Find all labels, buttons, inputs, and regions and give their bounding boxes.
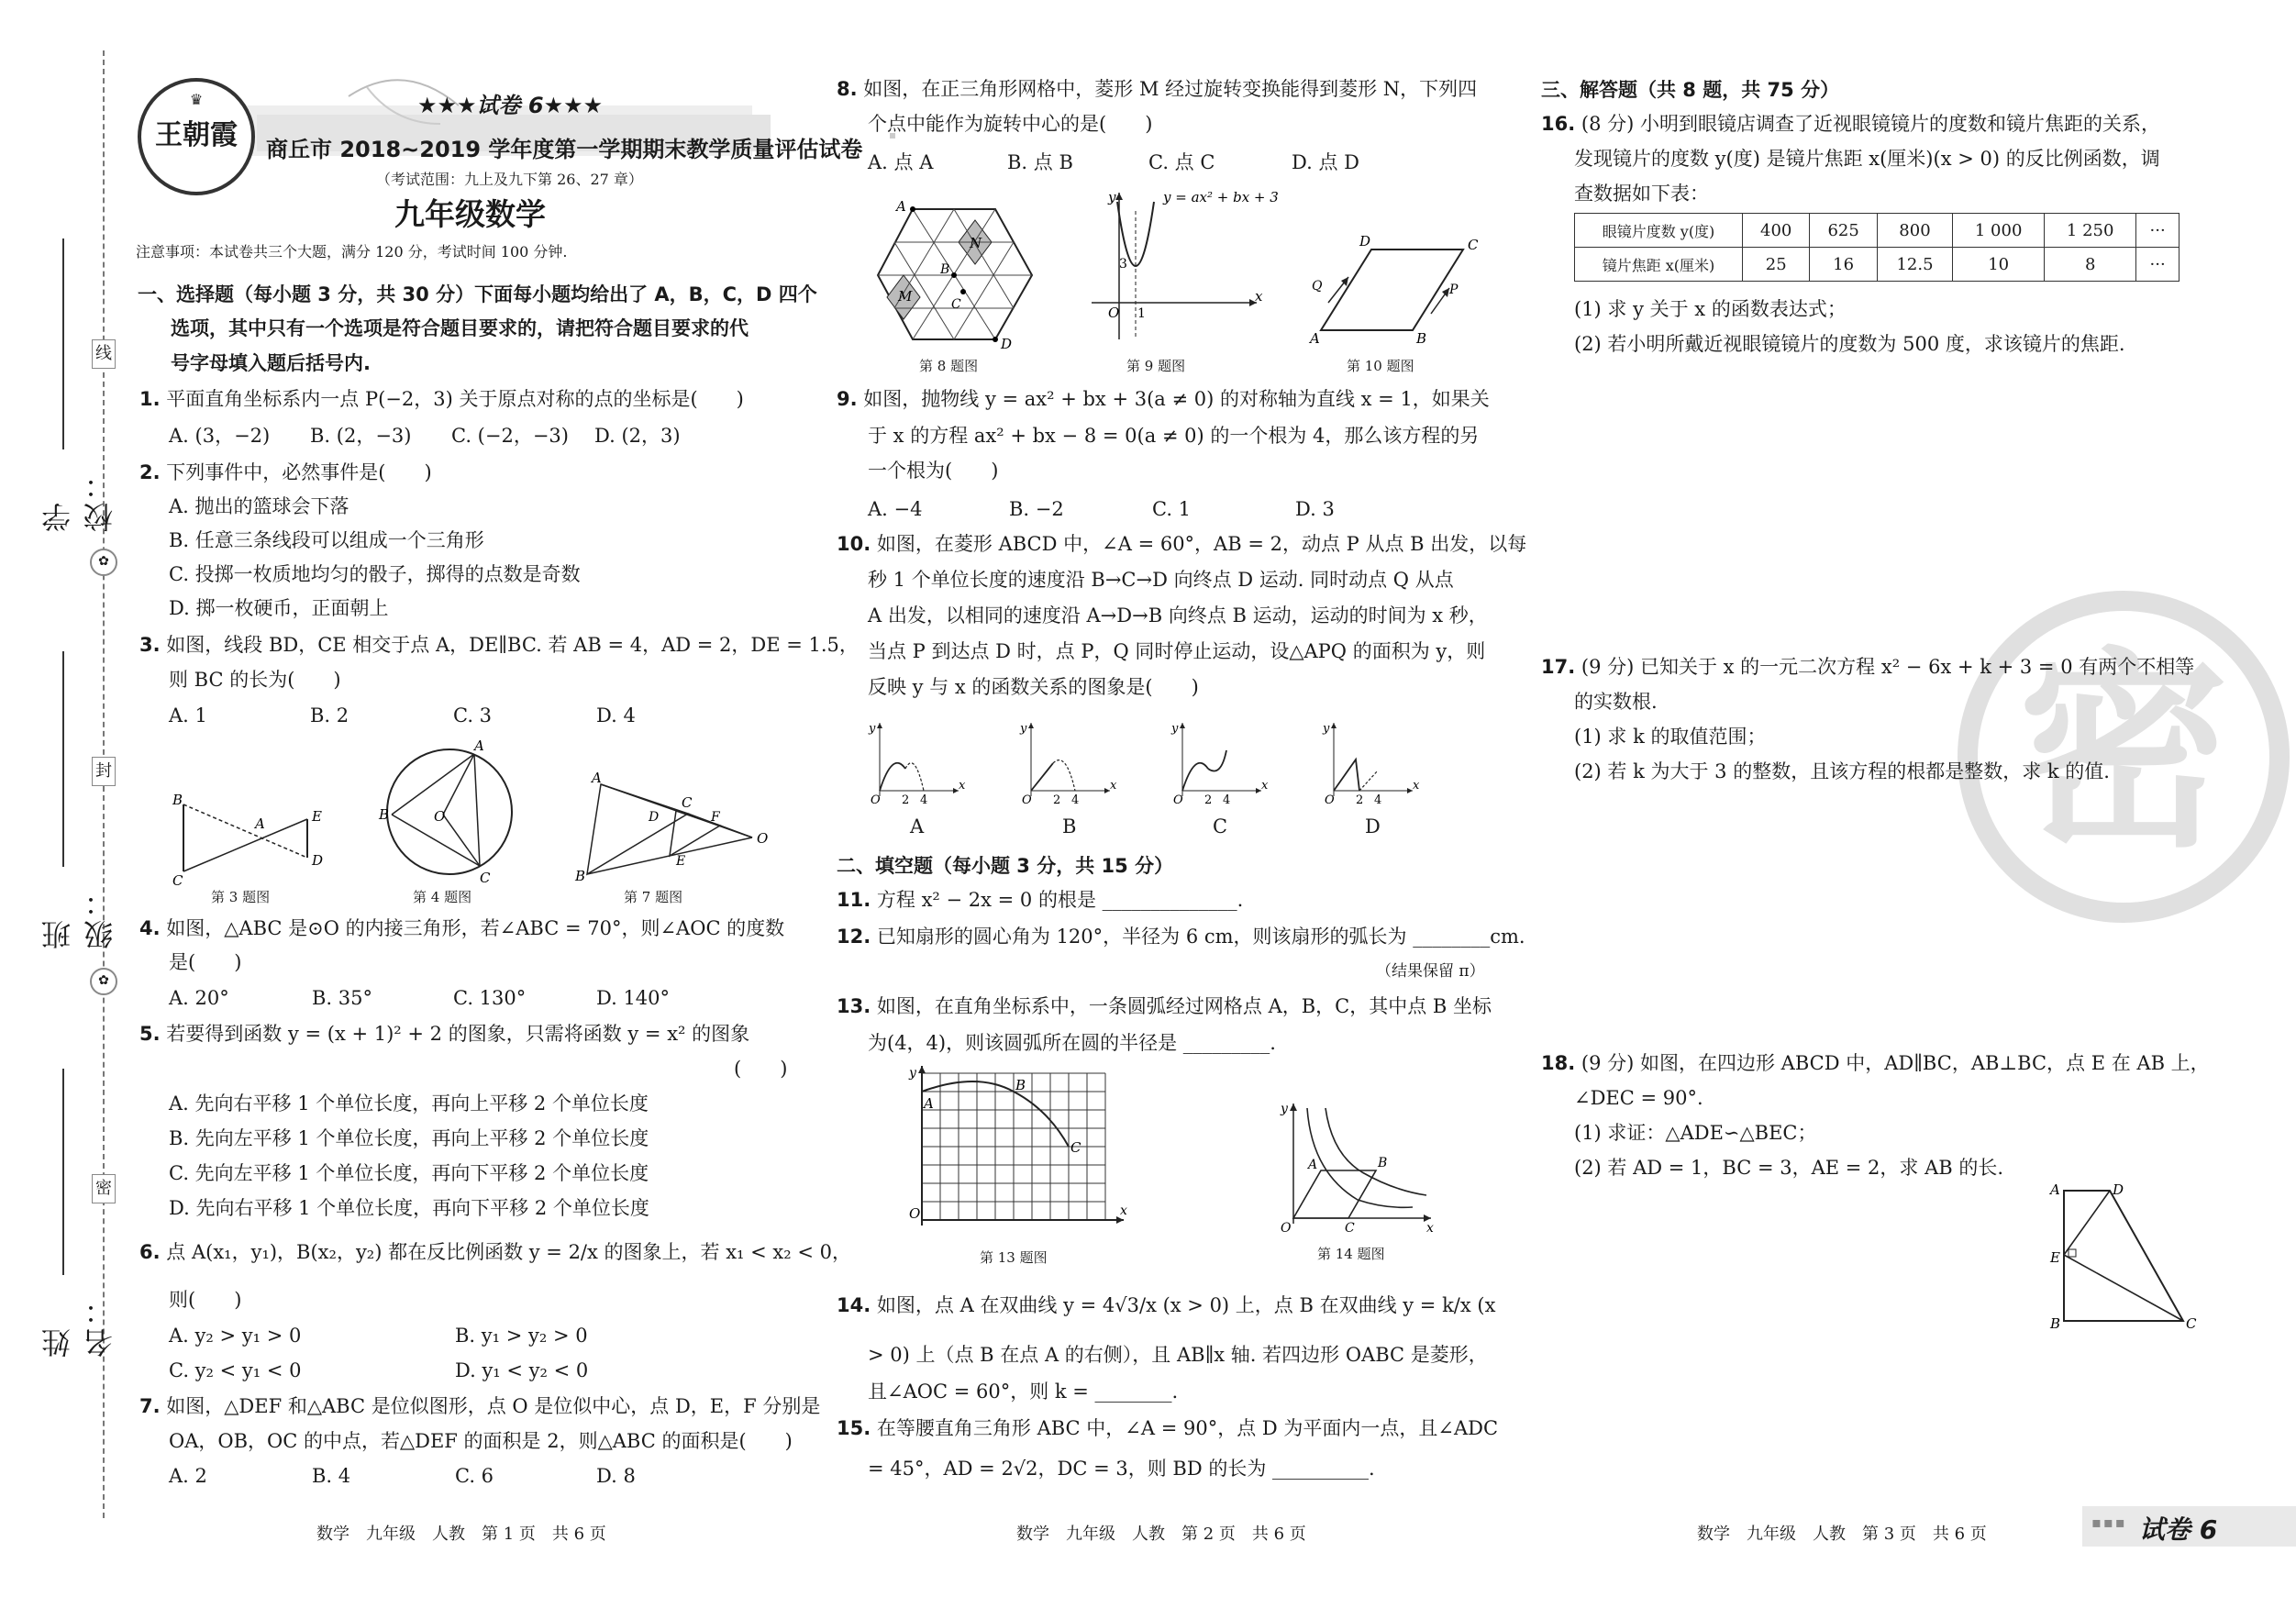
svg-text:O: O: [434, 808, 446, 825]
svg-text:2: 2: [1053, 793, 1061, 807]
svg-text:A: A: [474, 738, 484, 754]
svg-text:A: A: [1308, 1158, 1318, 1172]
watermark-char: 密: [2017, 628, 2230, 876]
fig9-equation: y = ax² + bx + 3: [1163, 189, 1279, 205]
q10-graph-d[interactable]: [1321, 714, 1422, 805]
figure-q4: [372, 734, 527, 890]
svg-text:E: E: [2050, 1249, 2060, 1266]
question-number: 14.: [837, 1294, 871, 1316]
question-number: 6.: [139, 1241, 161, 1263]
table-cell: ···: [2136, 248, 2180, 282]
q6-option-b[interactable]: B. y₁ > y₂ > 0: [455, 1325, 588, 1347]
q1-option-b[interactable]: B. (2，−3): [310, 425, 412, 447]
question-18: [1541, 1049, 2210, 1077]
q3-option-d[interactable]: D. 4: [596, 704, 636, 726]
question-number: 3.: [139, 634, 161, 656]
table-cell: 10: [1953, 248, 2045, 282]
svg-text:y: y: [1323, 722, 1330, 736]
q2-option-d[interactable]: D. 掷一枚硬币，正面朝上: [169, 597, 389, 619]
question-text: 如图，在正三角形网格中，菱形 M 经过旋转变换能得到菱形 N，下列四: [863, 78, 1478, 100]
table-cell: 16: [1810, 248, 1877, 282]
q5-option-b[interactable]: B. 先向左平移 1 个单位长度，再向上平移 2 个单位长度: [169, 1127, 649, 1149]
svg-text:x: x: [959, 779, 966, 793]
svg-text:A: A: [1310, 330, 1320, 347]
svg-text:C: C: [480, 870, 491, 886]
svg-text:2: 2: [1356, 793, 1364, 807]
q7-option-d[interactable]: D. 8: [596, 1465, 636, 1487]
question-text: 如图，抛物线 y = ax² + bx + 3(a ≠ 0) 的对称轴为直线 x = 1，如果关: [863, 388, 1490, 410]
svg-text:4: 4: [920, 793, 928, 807]
question-text: 方程 x² − 2x = 0 的根是 ______________.: [876, 889, 1244, 911]
caption-q13: 第 13 题图: [980, 1249, 1048, 1266]
svg-text:A: A: [924, 1095, 934, 1112]
svg-text:y: y: [1281, 1102, 1288, 1116]
q6-option-d[interactable]: D. y₁ < y₂ < 0: [455, 1359, 589, 1381]
bind-char-xian: 线: [92, 339, 116, 369]
question-10: [837, 530, 1526, 558]
svg-text:y: y: [1171, 722, 1179, 736]
svg-text:O: O: [1281, 1221, 1292, 1236]
figure-q13: [904, 1064, 1133, 1234]
svg-text:x: x: [1110, 779, 1117, 793]
svg-text:A: A: [2050, 1181, 2060, 1198]
question-number: 4.: [139, 917, 161, 939]
question-16-line2: 发现镜片的度数 y(度) 是镜片焦距 x(厘米)(x > 0) 的反比例函数，调: [1574, 148, 2160, 170]
svg-text:D: D: [1001, 336, 1013, 352]
q7-option-a[interactable]: A. 2: [169, 1465, 207, 1487]
brand-seal: [138, 78, 255, 195]
question-number: 13.: [837, 995, 871, 1017]
question-9-line3: 一个根为( ): [868, 460, 999, 482]
table-cell: 25: [1743, 248, 1810, 282]
svg-text:B: B: [1015, 1077, 1026, 1093]
q10-graph-a[interactable]: [867, 714, 968, 805]
notice: 注意事项：本试卷共三个大题，满分 120 分，考试时间 100 分钟.: [136, 243, 568, 261]
svg-text:2: 2: [902, 793, 910, 807]
figure-q8: [876, 200, 1037, 351]
svg-text:F: F: [711, 810, 720, 825]
q5-option-d[interactable]: D. 先向右平移 1 个单位长度，再向下平移 2 个单位长度: [169, 1197, 649, 1219]
q7-option-b[interactable]: B. 4: [312, 1465, 351, 1487]
question-6-line2: 则( ): [169, 1289, 242, 1311]
brand-name: 王朝霞: [155, 119, 238, 151]
q9-option-c[interactable]: C. 1: [1152, 498, 1192, 520]
q16-sub-1: (1) 求 y 关于 x 的函数表达式；: [1574, 298, 1847, 320]
svg-text:y: y: [1020, 722, 1027, 736]
footer-badge: 试卷 6: [2139, 1514, 2218, 1545]
figure-q10: [1303, 229, 1495, 349]
svg-text:x: x: [1261, 779, 1269, 793]
q12-note: （结果保留 π）: [1376, 962, 1485, 981]
svg-text:A: A: [592, 770, 602, 786]
question-text: (8 分) 小明到眼镜店调查了近视眼镜镜片的度数和镜片焦距的关系，: [1581, 113, 2160, 135]
dots-decoration: ▪▪▪: [2091, 1514, 2127, 1531]
question-4: [139, 915, 784, 942]
subject-title: 九年级数学: [394, 196, 546, 232]
question-13: [837, 993, 1492, 1020]
svg-text:B: B: [1378, 1156, 1388, 1170]
svg-text:y: y: [909, 1066, 916, 1081]
question-17: [1541, 653, 2194, 681]
section2-title: 二、填空题（每小题 3 分，共 15 分）: [837, 855, 1174, 877]
q10-graph-c[interactable]: [1170, 714, 1270, 805]
table-cell: 800: [1877, 214, 1952, 248]
svg-text:D: D: [312, 852, 324, 869]
q8-option-b[interactable]: B. 点 B: [1007, 151, 1073, 173]
svg-text:B: B: [575, 868, 586, 884]
svg-text:D: D: [1359, 233, 1371, 250]
q9-option-a[interactable]: A. −4: [868, 498, 923, 520]
svg-text:B: B: [940, 262, 950, 277]
question-text: 平面直角坐标系内一点 P(−2，3) 关于原点对称的点的坐标是( ): [166, 388, 744, 410]
question-8: [837, 75, 1477, 103]
question-text: 若要得到函数 y = (x + 1)² + 2 的图象，只需将函数 y = x² 的图象: [166, 1023, 750, 1045]
svg-text:B: B: [172, 792, 183, 808]
q2-option-c[interactable]: C. 投掷一枚质地均匀的骰子，掷得的点数是奇数: [169, 563, 581, 585]
q9-option-b[interactable]: B. −2: [1009, 498, 1064, 520]
svg-text:O: O: [1325, 793, 1335, 807]
svg-text:A: A: [255, 815, 265, 832]
table-row: [1575, 214, 2180, 248]
table-cell: 400: [1743, 214, 1810, 248]
svg-text:D: D: [2113, 1181, 2124, 1198]
svg-text:4: 4: [1223, 793, 1231, 807]
figure-q14: [1275, 1099, 1440, 1237]
figure-q7: [573, 766, 780, 885]
question-2: [139, 459, 432, 486]
q17-sub-1: (1) 求 k 的取值范围；: [1574, 726, 1767, 748]
bind-char-feng: 封: [92, 757, 116, 786]
question-number: 15.: [837, 1417, 871, 1439]
q1-option-c[interactable]: C. (−2，−3): [451, 425, 569, 447]
q3-option-a[interactable]: A. 1: [169, 704, 207, 726]
svg-text:C: C: [1070, 1139, 1081, 1156]
name-blank: [62, 1069, 64, 1275]
q8-option-c[interactable]: C. 点 C: [1148, 151, 1215, 173]
question-text: 如图，点 A 在双曲线 y = 4√3/x (x > 0) 上，点 B 在双曲线 y = k/x (x: [876, 1294, 1496, 1316]
q4-option-a[interactable]: A. 20°: [169, 987, 229, 1009]
q5-answer-paren: ( ): [734, 1058, 788, 1080]
question-6: [139, 1238, 851, 1266]
seal-watermark: [1954, 587, 2293, 926]
svg-text:B: B: [1416, 330, 1427, 347]
svg-text:x: x: [1426, 1221, 1434, 1236]
question-8-line2: 个点中能作为旋转中心的是( ): [868, 113, 1153, 135]
svg-text:E: E: [676, 854, 686, 869]
question-number: 5.: [139, 1023, 161, 1045]
question-14-line2: > 0) 上（点 B 在点 A 的右侧），且 AB∥x 轴. 若四边形 OABC 是菱形，: [868, 1344, 1488, 1366]
question-10-line3: A 出发，以相同的速度沿 A→D→B 向终点 B 运动，运动的时间为 x 秒，: [868, 604, 1488, 627]
exam-title: 商丘市 2018~2019 学年度第一学期期末教学质量评估试卷: [266, 137, 863, 162]
q10-graph-b[interactable]: [1018, 714, 1119, 805]
question-9-line2: 于 x 的方程 ax² + bx − 8 = 0(a ≠ 0) 的一个根为 4，那么该方程的另: [868, 425, 1480, 447]
svg-text:P: P: [1449, 283, 1459, 297]
svg-text:y: y: [1108, 189, 1116, 205]
question-16: [1541, 110, 2160, 138]
q2-option-b[interactable]: B. 任意三条线段可以组成一个三角形: [169, 529, 484, 551]
question-15-line2: = 45°，AD = 2√2，DC = 3，则 BD 的长为 __________.: [868, 1458, 1375, 1480]
q17-sub-2: (2) 若 k 为大于 3 的整数，且该方程的根都是整数，求 k 的值.: [1574, 760, 2110, 782]
question-10-line2: 秒 1 个单位长度的速度沿 B→C→D 向终点 D 运动. 同时动点 Q 从点: [868, 569, 1454, 591]
bind-circle-icon: ✿: [90, 549, 117, 576]
question-number: 12.: [837, 926, 871, 948]
svg-text:B: B: [379, 806, 390, 823]
svg-text:E: E: [312, 808, 322, 825]
figure-q9: [1082, 183, 1279, 349]
question-text: 如图，△ABC 是⊙O 的内接三角形，若∠ABC = 70°，则∠AOC 的度数: [166, 917, 785, 939]
table-cell: 1 000: [1953, 214, 2045, 248]
svg-text:4: 4: [1374, 793, 1382, 807]
section1-title-l3: 号字母填入题后括号内.: [171, 352, 371, 374]
figure-q3: [165, 757, 324, 890]
question-7: [139, 1392, 820, 1420]
svg-text:O: O: [909, 1205, 921, 1222]
svg-text:1: 1: [1137, 306, 1146, 321]
q4-option-b[interactable]: B. 35°: [312, 987, 373, 1009]
question-12: [837, 923, 1525, 950]
class-label: 班级：: [40, 883, 117, 949]
question-text: (9 分) 已知关于 x 的一元二次方程 x² − 6x + k + 3 = 0 有两个不相等: [1581, 656, 2195, 678]
q2-option-a[interactable]: A. 抛出的篮球会下落: [169, 495, 349, 517]
question-number: 10.: [837, 533, 871, 555]
svg-text:3: 3: [1119, 257, 1127, 272]
footer-page-3: 数学 九年级 人教 第 3 页 共 6 页: [1697, 1525, 1987, 1544]
svg-text:O: O: [1022, 793, 1032, 807]
svg-text:2: 2: [1204, 793, 1213, 807]
svg-text:y: y: [869, 722, 876, 736]
q3-option-b[interactable]: B. 2: [310, 704, 349, 726]
svg-text:A: A: [896, 198, 906, 215]
table-cell: 眼镜片度数 y(度): [1575, 214, 1743, 248]
section1-title-l1: 一、选择题（每小题 3 分，共 30 分）下面每小题均给出了 A，B，C，D 四个: [138, 283, 817, 305]
question-number: 9.: [837, 388, 858, 410]
caption-q7: 第 7 题图: [624, 889, 683, 905]
question-1: [139, 385, 744, 413]
question-18-line2: ∠DEC = 90°.: [1574, 1087, 1703, 1109]
svg-text:B: B: [2050, 1315, 2061, 1332]
q5-option-c[interactable]: C. 先向左平移 1 个单位长度，再向下平移 2 个单位长度: [169, 1162, 649, 1184]
question-text: 如图，在菱形 ABCD 中，∠A = 60°，AB = 2，动点 P 从点 B 出发，以每: [876, 533, 1527, 555]
question-text: 点 A(x₁，y₁)，B(x₂，y₂) 都在反比例函数 y = 2/x 的图象上，若 x₁ < x₂ < 0，: [166, 1241, 851, 1263]
q7-option-c[interactable]: C. 6: [455, 1465, 494, 1487]
table-cell: 1 250: [2045, 214, 2136, 248]
question-text: 如图，在直角坐标系中，一条圆弧经过网格点 A，B，C，其中点 B 坐标: [876, 995, 1492, 1017]
question-number: 17.: [1541, 656, 1576, 678]
question-3: [139, 631, 859, 659]
question-7-line2: OA，OB，OC 的中点，若△DEF 的面积是 2，则△ABC 的面积是( ): [169, 1430, 793, 1452]
svg-text:C: C: [1345, 1221, 1355, 1236]
table-cell: 镜片焦距 x(厘米): [1575, 248, 1743, 282]
q1-option-a[interactable]: A. (3，−2): [169, 425, 271, 447]
svg-text:N: N: [970, 235, 982, 251]
svg-text:x: x: [1255, 288, 1263, 305]
caption-q8: 第 8 题图: [919, 358, 979, 374]
question-10-line4: 当点 P 到达点 D 时，点 P，Q 同时停止运动，设△APQ 的面积为 y，则: [868, 640, 1486, 662]
svg-text:O: O: [757, 830, 769, 847]
svg-text:x: x: [1120, 1203, 1127, 1218]
school-label: 学校：: [40, 466, 117, 532]
table-cell: ···: [2136, 214, 2180, 248]
question-text: 如图，线段 BD，CE 相交于点 A，DE∥BC. 若 AB = 4，AD = 2，DE = 1.5，: [166, 634, 859, 656]
question-text: (9 分) 如图，在四边形 ABCD 中，AD∥BC，AB⊥BC，点 E 在 AB 上，: [1581, 1052, 2210, 1074]
svg-text:C: C: [172, 872, 183, 889]
question-text: 已知扇形的圆心角为 120°，半径为 6 cm，则该扇形的弧长为 ________cm.: [876, 926, 1525, 948]
table-row: [1575, 248, 2180, 282]
table-cell: 625: [1810, 214, 1877, 248]
q8-option-d[interactable]: D. 点 D: [1292, 151, 1359, 173]
q3-option-c[interactable]: C. 3: [453, 704, 493, 726]
caption-q9: 第 9 题图: [1126, 358, 1186, 374]
question-number: 7.: [139, 1395, 161, 1417]
question-text: 下列事件中，必然事件是( ): [166, 461, 432, 483]
caption-q4: 第 4 题图: [413, 889, 472, 905]
question-13-line2: 为(4，4)，则该圆弧所在圆的半径是 _________.: [868, 1032, 1276, 1054]
caption-q3: 第 3 题图: [211, 889, 271, 905]
class-blank: [62, 651, 64, 867]
exam-scope: （考试范围：九上及九下第 26、27 章）: [376, 171, 643, 188]
section3-title: 三、解答题（共 8 题，共 75 分）: [1541, 79, 1840, 101]
q9-option-d[interactable]: D. 3: [1295, 498, 1335, 520]
svg-text:O: O: [1108, 305, 1120, 321]
q4-option-c[interactable]: C. 130°: [453, 987, 527, 1009]
question-15: [837, 1414, 1498, 1442]
svg-text:4: 4: [1071, 793, 1080, 807]
question-number: 11.: [837, 889, 871, 911]
data-table: [1574, 213, 2180, 282]
svg-text:C: C: [951, 297, 961, 312]
svg-text:M: M: [898, 288, 913, 305]
q10-option-b[interactable]: B: [1062, 815, 1077, 837]
svg-text:C: C: [682, 794, 693, 811]
svg-text:Q: Q: [1312, 279, 1323, 294]
school-blank: [62, 238, 64, 449]
svg-text:O: O: [871, 793, 881, 807]
figure-q18: [2041, 1174, 2206, 1339]
question-text: 如图，△DEF 和△ABC 是位似图形，点 O 是位似中心，点 D，E，F 分别是: [166, 1395, 821, 1417]
table-cell: 8: [2045, 248, 2136, 282]
q6-option-c[interactable]: C. y₂ < y₁ < 0: [169, 1359, 302, 1381]
bind-char-mi: 密: [92, 1174, 116, 1203]
question-16-line3: 查数据如下表：: [1574, 183, 1709, 205]
q10-option-c[interactable]: C: [1213, 815, 1228, 837]
bind-circle-icon: ✿: [90, 968, 117, 995]
question-9: [837, 385, 1490, 413]
section1-title-l2: 选项，其中只有一个选项是符合题目要求的，请把符合题目要求的代: [171, 317, 749, 339]
table-cell: 12.5: [1877, 248, 1952, 282]
footer-page-2: 数学 九年级 人教 第 2 页 共 6 页: [1016, 1525, 1306, 1544]
question-number: 2.: [139, 461, 161, 483]
q16-sub-2: (2) 若小明所戴近视眼镜镜片的度数为 500 度，求该镜片的焦距.: [1574, 333, 2125, 355]
question-17-line2: 的实数根.: [1574, 691, 1658, 713]
svg-text:O: O: [1173, 793, 1183, 807]
name-label: 姓名：: [40, 1292, 117, 1358]
q5-option-a[interactable]: A. 先向右平移 1 个单位长度，再向上平移 2 个单位长度: [169, 1092, 649, 1115]
q10-option-a[interactable]: A: [910, 815, 925, 837]
q10-option-d[interactable]: D: [1365, 815, 1381, 837]
svg-text:D: D: [649, 810, 660, 825]
q4-option-d[interactable]: D. 140°: [596, 987, 671, 1009]
question-number: 8.: [837, 78, 858, 100]
question-text: 在等腰直角三角形 ABC 中，∠A = 90°，点 D 为平面内一点，且∠ADC: [876, 1417, 1499, 1439]
caption-q10: 第 10 题图: [1347, 358, 1414, 374]
q18-sub-1: (1) 求证：△ADE∽△BEC；: [1574, 1122, 1817, 1144]
caption-q14: 第 14 题图: [1317, 1246, 1385, 1262]
crown-icon: ♛: [189, 91, 204, 108]
q18-sub-2: (2) 若 AD = 1，BC = 3，AE = 2，求 AB 的长.: [1574, 1157, 2004, 1179]
svg-text:x: x: [1413, 779, 1420, 793]
q6-option-a[interactable]: A. y₂ > y₁ > 0: [169, 1325, 302, 1347]
q8-option-a[interactable]: A. 点 A: [868, 151, 934, 173]
question-14-line3: 且∠AOC = 60°，则 k = ________.: [868, 1381, 1179, 1403]
paper-number: ★★★试卷 6★★★: [417, 93, 604, 118]
svg-text:C: C: [1468, 237, 1479, 253]
question-4-line2: 是( ): [169, 951, 242, 973]
question-14: [837, 1292, 1495, 1319]
q1-option-d[interactable]: D. (2，3): [594, 425, 681, 447]
footer-badge-bg: [2082, 1506, 2296, 1547]
question-number: 1.: [139, 388, 161, 410]
question-number: 16.: [1541, 113, 1576, 135]
question-11: [837, 886, 1243, 914]
svg-text:C: C: [2186, 1315, 2197, 1332]
question-10-line5: 反映 y 与 x 的函数关系的图象是( ): [868, 676, 1199, 698]
question-number: 18.: [1541, 1052, 1576, 1074]
question-5: [139, 1020, 749, 1048]
footer-page-1: 数学 九年级 人教 第 1 页 共 6 页: [316, 1525, 606, 1544]
question-3-line2: 则 BC 的长为( ): [169, 669, 341, 691]
